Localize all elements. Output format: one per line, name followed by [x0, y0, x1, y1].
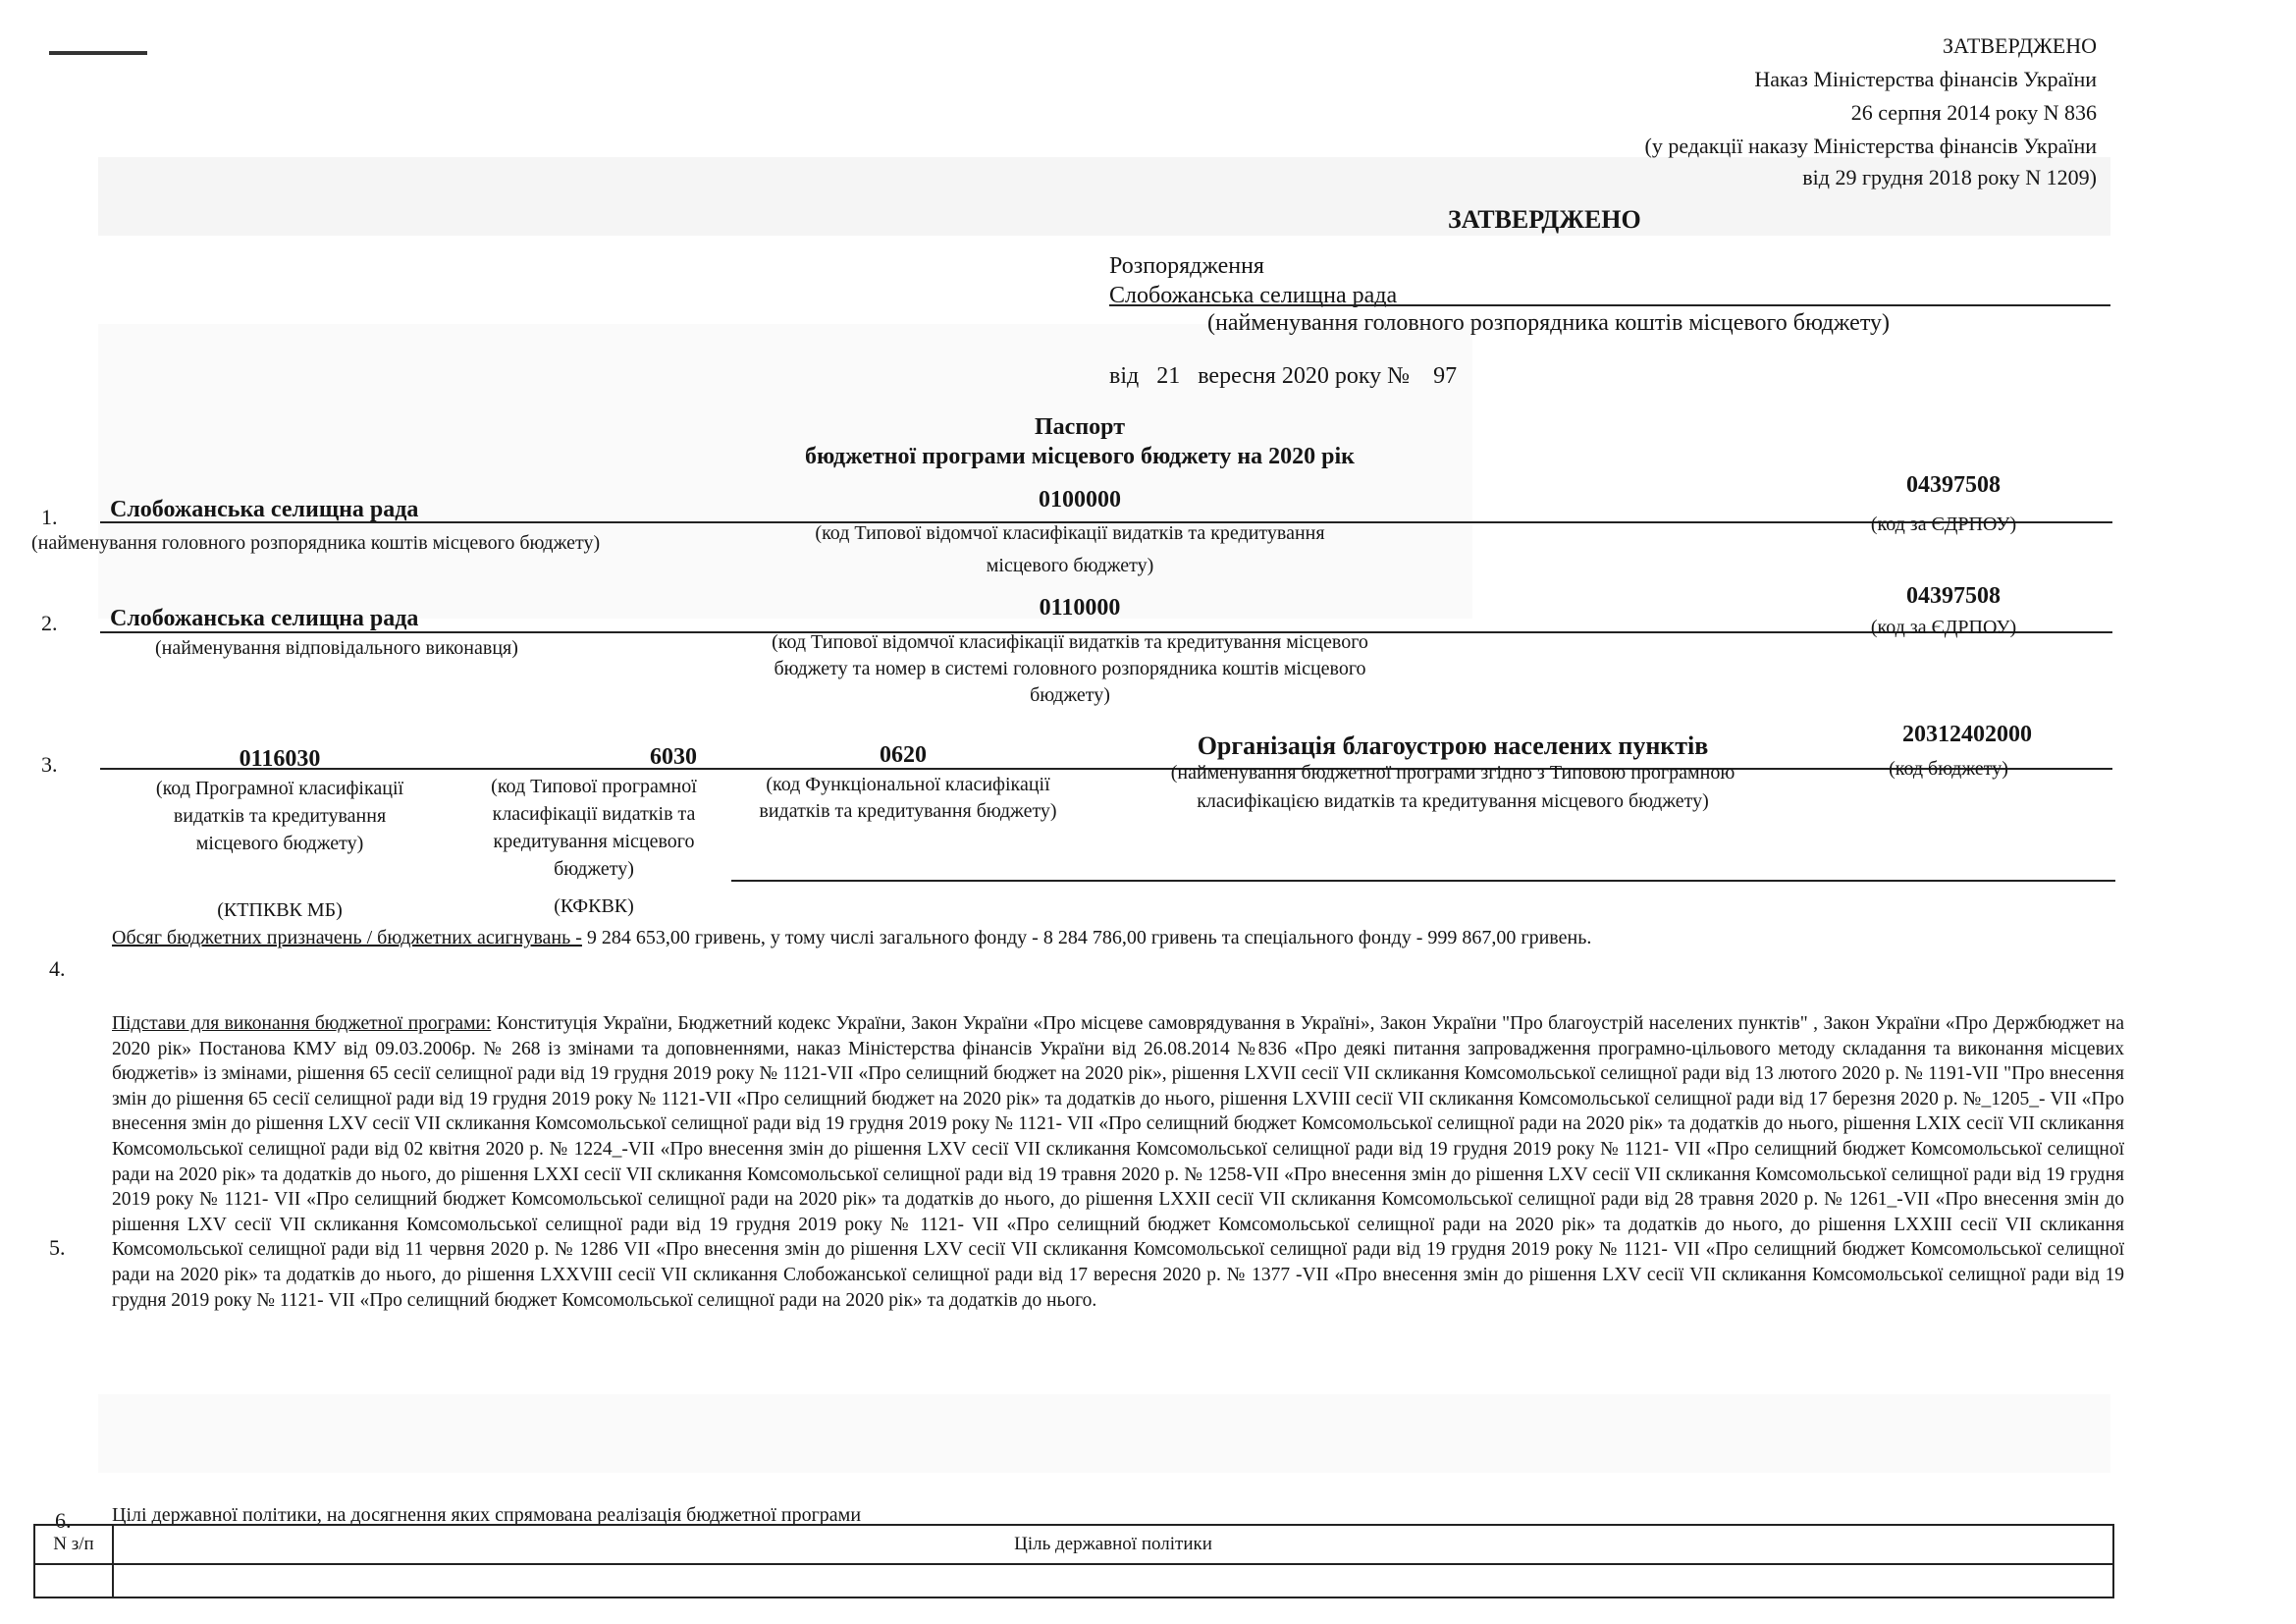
row2-code-caption-3: бюджету)	[1030, 684, 1110, 706]
passport-subtitle: бюджетної програми місцевого бюджету на 2020 рік	[805, 444, 1355, 469]
approval-organization: Слобожанська селищна рада	[1109, 283, 1398, 308]
row6-number: 6.	[55, 1508, 72, 1533]
row3-ktpkvk-caption-2: видатків та кредитування	[173, 805, 387, 827]
approval-number: 97	[1433, 363, 1458, 389]
row3-tpkvk-abbr: (КФКВК)	[554, 895, 634, 917]
row2-code: 0110000	[1039, 595, 1121, 621]
row3-bottom-line	[731, 880, 2115, 882]
row3-fkvk-caption-2: видатків та кредитування бюджету)	[759, 800, 1057, 822]
row2-name: Слобожанська селищна рада	[110, 606, 419, 631]
row2-name-caption: (найменування відповідального виконавця)	[155, 637, 518, 659]
row3-program-name: Організація благоустрою населених пунктів	[1197, 731, 1709, 760]
stamp-edition: (у редакції наказу Міністерства фінансів України	[1644, 134, 2097, 158]
row3-budget-code: 20312402000	[1902, 722, 2032, 747]
row1-code-caption-1: (код Типової відомчої класифікації видатків та кредитування	[815, 522, 1325, 544]
row2-edrpou-caption: (код за ЄДРПОУ)	[1870, 617, 2017, 638]
approval-doc-type: Розпорядження	[1109, 253, 1264, 279]
row3-ktpkvk-abbr: (КТПКВК МБ)	[217, 899, 343, 921]
row3-fkvk: 0620	[880, 742, 927, 768]
goals-table	[33, 1524, 2114, 1598]
row1-edrpou-caption: (код за ЄДРПОУ)	[1870, 514, 2017, 535]
stamp-date: 26 серпня 2014 року N 836	[1850, 100, 2097, 125]
goals-table-row-divider	[35, 1563, 2112, 1565]
row3-tpkvk-caption-3: кредитування місцевого	[493, 831, 695, 852]
row3-tpkvk-caption-2: класифікації видатків та	[492, 803, 696, 825]
row3-tpkvk-caption-1: (код Типової програмної	[491, 776, 697, 797]
approval-org-line	[1109, 304, 2110, 306]
row3-tpkvk: 6030	[650, 744, 697, 770]
row4-number: 4.	[49, 956, 66, 981]
approval-title: ЗАТВЕРДЖЕНО	[1448, 205, 1641, 234]
row3-ktpkvk-caption-3: місцевого бюджету)	[195, 833, 364, 854]
passport-title: Паспорт	[1035, 414, 1125, 440]
row3-program-caption-1: (найменування бюджетної програми згідно з Типовою програмною	[1170, 762, 1735, 784]
row2-edrpou: 04397508	[1906, 583, 2001, 609]
row6-label: Цілі державної політики, на досягнення яких спрямована реалізація бюджетної програми	[112, 1504, 862, 1526]
approval-org-caption: (найменування головного розпорядника коштів місцевого бюджету)	[1207, 310, 1890, 336]
row1-number: 1.	[41, 505, 58, 529]
row2-code-caption-1: (код Типової відомчої класифікації видатків та кредитування місцевого	[772, 631, 1368, 653]
row3-ktpkvk-caption-1: (код Програмної класифікації	[155, 778, 404, 799]
approval-date	[1109, 361, 1457, 391]
approval-month-year: вересня 2020 року №	[1198, 363, 1411, 389]
row5-label: Підстави для виконання бюджетної програми:	[112, 1013, 492, 1034]
row5-basis	[112, 1011, 2124, 1313]
row1-code: 0100000	[1039, 487, 1121, 513]
stamp-order: Наказ Міністерства фінансів України	[1754, 67, 2097, 91]
row3-line	[100, 768, 2112, 770]
scan-shadow-low	[98, 1394, 2110, 1473]
row2-code-caption-2: бюджету та номер в системі головного розпорядника коштів місцевого	[774, 658, 1366, 679]
stamp-edition-date: від 29 грудня 2018 року N 1209)	[1802, 165, 2097, 189]
stamp-approved: ЗАТВЕРДЖЕНО	[1942, 33, 2097, 58]
row4-text	[112, 925, 2124, 951]
row5-text: Конституція України, Бюджетний кодекс України, Закон України «Про місцеве самоврядування в Україні», Закон України "Про благоустрій населених пунктів" , Закон України «Про Держбюджет на 2020 рік» Постанова КМУ від 09.03.2006р. № 268 із змінами та доповненнями, наказ Міністерства фінансів України від 26.08.2014 №836 «Про деякі питання запровадження програмно-цільового методу складання та виконання місцевих бюджетів» із змінами, рішення 65 сесії селищної ради від 19 грудня 2019 року № 1121-VII «Про селищний бюджет на 2020 рік», рішення LXVII сесії VII скликання Комсомольської селищної ради від 13 лютого 2020 р. № 1191-VII "Про внесення змін до рішення 65 сесії селищної ради від 19 грудня 2019 року № 1121-VII «Про селищний бюджет на 2020 рік» та додатків до нього, рішення LXVIII сесії VII скликання Комсомольської селищної ради від 17 березня 2020 р. №_1205_- VII «Про внесення змін до рішення LXV сесії VII скликання Комсомольської селищної ради від 19 грудня 2019 року № 1121- VII «Про селищний бюджет Комсомольської селищної ради на 2020 рік» та додатків до нього, рішення LXIX сесії VII скликання Комсомольської селищної ради від 02 квітня 2020 р. № 1224_-VII «Про внесення змін до рішення LXV сесії VII скликання Комсомольської селищної ради від 19 грудня 2019 року № 1121- VII «Про селищний бюджет Комсомольської селищної ради на 2020 рік» та додатків до нього, до рішення LXXI сесії VII скликання Комсомольської селищної ради від 19 травня 2020 р. № 1258-VII «Про внесення змін до рішення LXV сесії VII скликання Комсомольської селищної ради від 19 грудня 2019 року № 1121- VII «Про селищний бюджет Комсомольської селищної ради на 2020 рік» та додатків до нього, до рішення LXXII сесії VII скликання Комсомольської селищної ради від 28 травня 2020 р. № 1261_-VII «Про внесення змін до рішення LXV сесії VII скликання Комсомольської селищної ради від 19 грудня 2019 року № 1121- VII «Про селищний бюджет Комсомольської селищної ради на 2020 рік» та додатків до нього, до рішення LXXIII сесії VII скликання Комсомольської селищної ради від 11 червня 2020 р. № 1286 VII «Про внесення змін до рішення LXV сесії VII скликання Комсомольської селищної ради від 19 грудня 2019 року № 1121- VII «Про селищний бюджет Комсомольської селищної ради на 2020 рік» та додатків до нього, до рішення LXXVIII сесії VII скликання Слобожанської селищної ради від 17 вересня 2020 р. № 1377 -VII «Про внесення змін до рішення LXV сесії VII скликання Комсомольської селищної ради від 19 грудня 2019 року № 1121- VII «Про селищний бюджет Комсомольської селищної ради на 2020 рік» та додатків до нього.	[112, 1013, 2125, 1311]
approval-date-prefix: від	[1109, 363, 1140, 389]
row1-name-caption: (найменування головного розпорядника коштів місцевого бюджету)	[31, 532, 601, 554]
row3-fkvk-caption-1: (код Функціональної класифікації	[766, 774, 1050, 795]
row3-program-caption-2: класифікацією видатків та кредитування місцевого бюджету)	[1197, 790, 1709, 812]
row3-number: 3.	[41, 752, 58, 777]
goals-table-header-num: N з/п	[53, 1534, 94, 1554]
row4-value: 9 284 653,00 гривень, у тому числі загального фонду - 8 284 786,00 гривень та спеціального фонду - 999 867,00 гривень.	[581, 927, 1592, 948]
approval-day: 21	[1156, 363, 1181, 389]
row3-budget-caption: (код бюджету)	[1889, 758, 2008, 780]
scan-mark	[49, 51, 147, 55]
row1-edrpou: 04397508	[1906, 472, 2001, 498]
row3-tpkvk-caption-4: бюджету)	[554, 858, 634, 880]
row5-number: 5.	[49, 1235, 66, 1260]
row1-name: Слобожанська селищна рада	[110, 497, 419, 522]
row3-ktpkvk: 0116030	[239, 746, 321, 772]
row1-code-caption-2: місцевого бюджету)	[986, 555, 1154, 576]
row4-label: Обсяг бюджетних призначень / бюджетних асигнувань -	[112, 927, 582, 948]
goals-table-header-goal: Ціль державної політики	[1014, 1534, 1212, 1554]
row2-number: 2.	[41, 611, 58, 635]
